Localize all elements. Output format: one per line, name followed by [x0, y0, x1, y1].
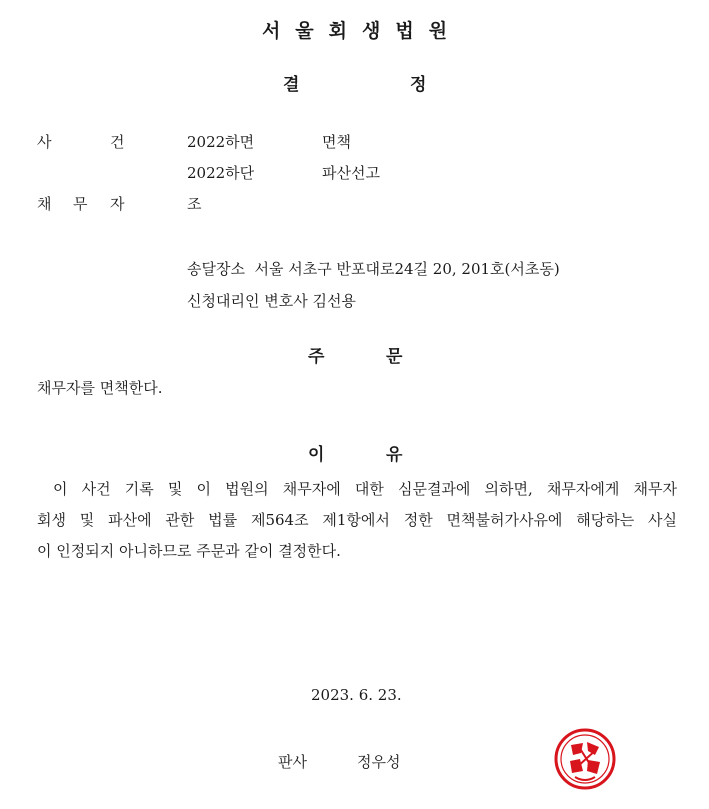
order-text: 채무자를 면책한다.	[37, 379, 163, 397]
court-title: 서울회생법원	[261, 20, 463, 42]
debtor-name: 조	[187, 195, 202, 213]
debtor-label	[37, 193, 137, 213]
court-seal-icon	[553, 727, 617, 791]
case-type: 면책	[322, 133, 351, 151]
judge-name: 정우성	[357, 753, 401, 771]
decision-date: 2023. 6. 23.	[311, 686, 402, 704]
service-address: 송달장소 서울 서초구 반포대로24길 20, 201호(서초동)	[187, 260, 560, 278]
case-label-char: 건	[110, 133, 125, 151]
case-number: 2022하단	[187, 164, 255, 182]
case-type: 파산선고	[322, 164, 380, 182]
debtor-label-char: 자	[110, 195, 125, 213]
case-label	[37, 131, 127, 151]
case-number: 2022하면	[187, 133, 255, 151]
order-heading-left: 주	[308, 347, 325, 367]
order-heading-right: 문	[386, 347, 403, 367]
document-type-right: 정	[410, 75, 427, 95]
judge-title: 판사	[278, 753, 307, 771]
reason-line: 이 사건 기록 및 이 법원의 채무자에 대한 심문결과에 의하면, 채무자에게 채무자	[53, 480, 677, 498]
debtor-label-char: 채	[37, 195, 52, 213]
reason-heading-right: 유	[386, 445, 403, 465]
reason-heading-left: 이	[308, 445, 325, 465]
case-label-char: 사	[37, 133, 52, 151]
reason-line: 이 인정되지 아니하므로 주문과 같이 결정한다.	[37, 542, 341, 560]
document-type-left: 결	[283, 75, 300, 95]
agent: 신청대리인 변호사 김선용	[187, 292, 356, 310]
reason-line: 회생 및 파산에 관한 법률 제564조 제1항에서 정한 면책불허가사유에 해당하는 사실	[37, 511, 677, 529]
debtor-label-char: 무	[73, 195, 88, 213]
